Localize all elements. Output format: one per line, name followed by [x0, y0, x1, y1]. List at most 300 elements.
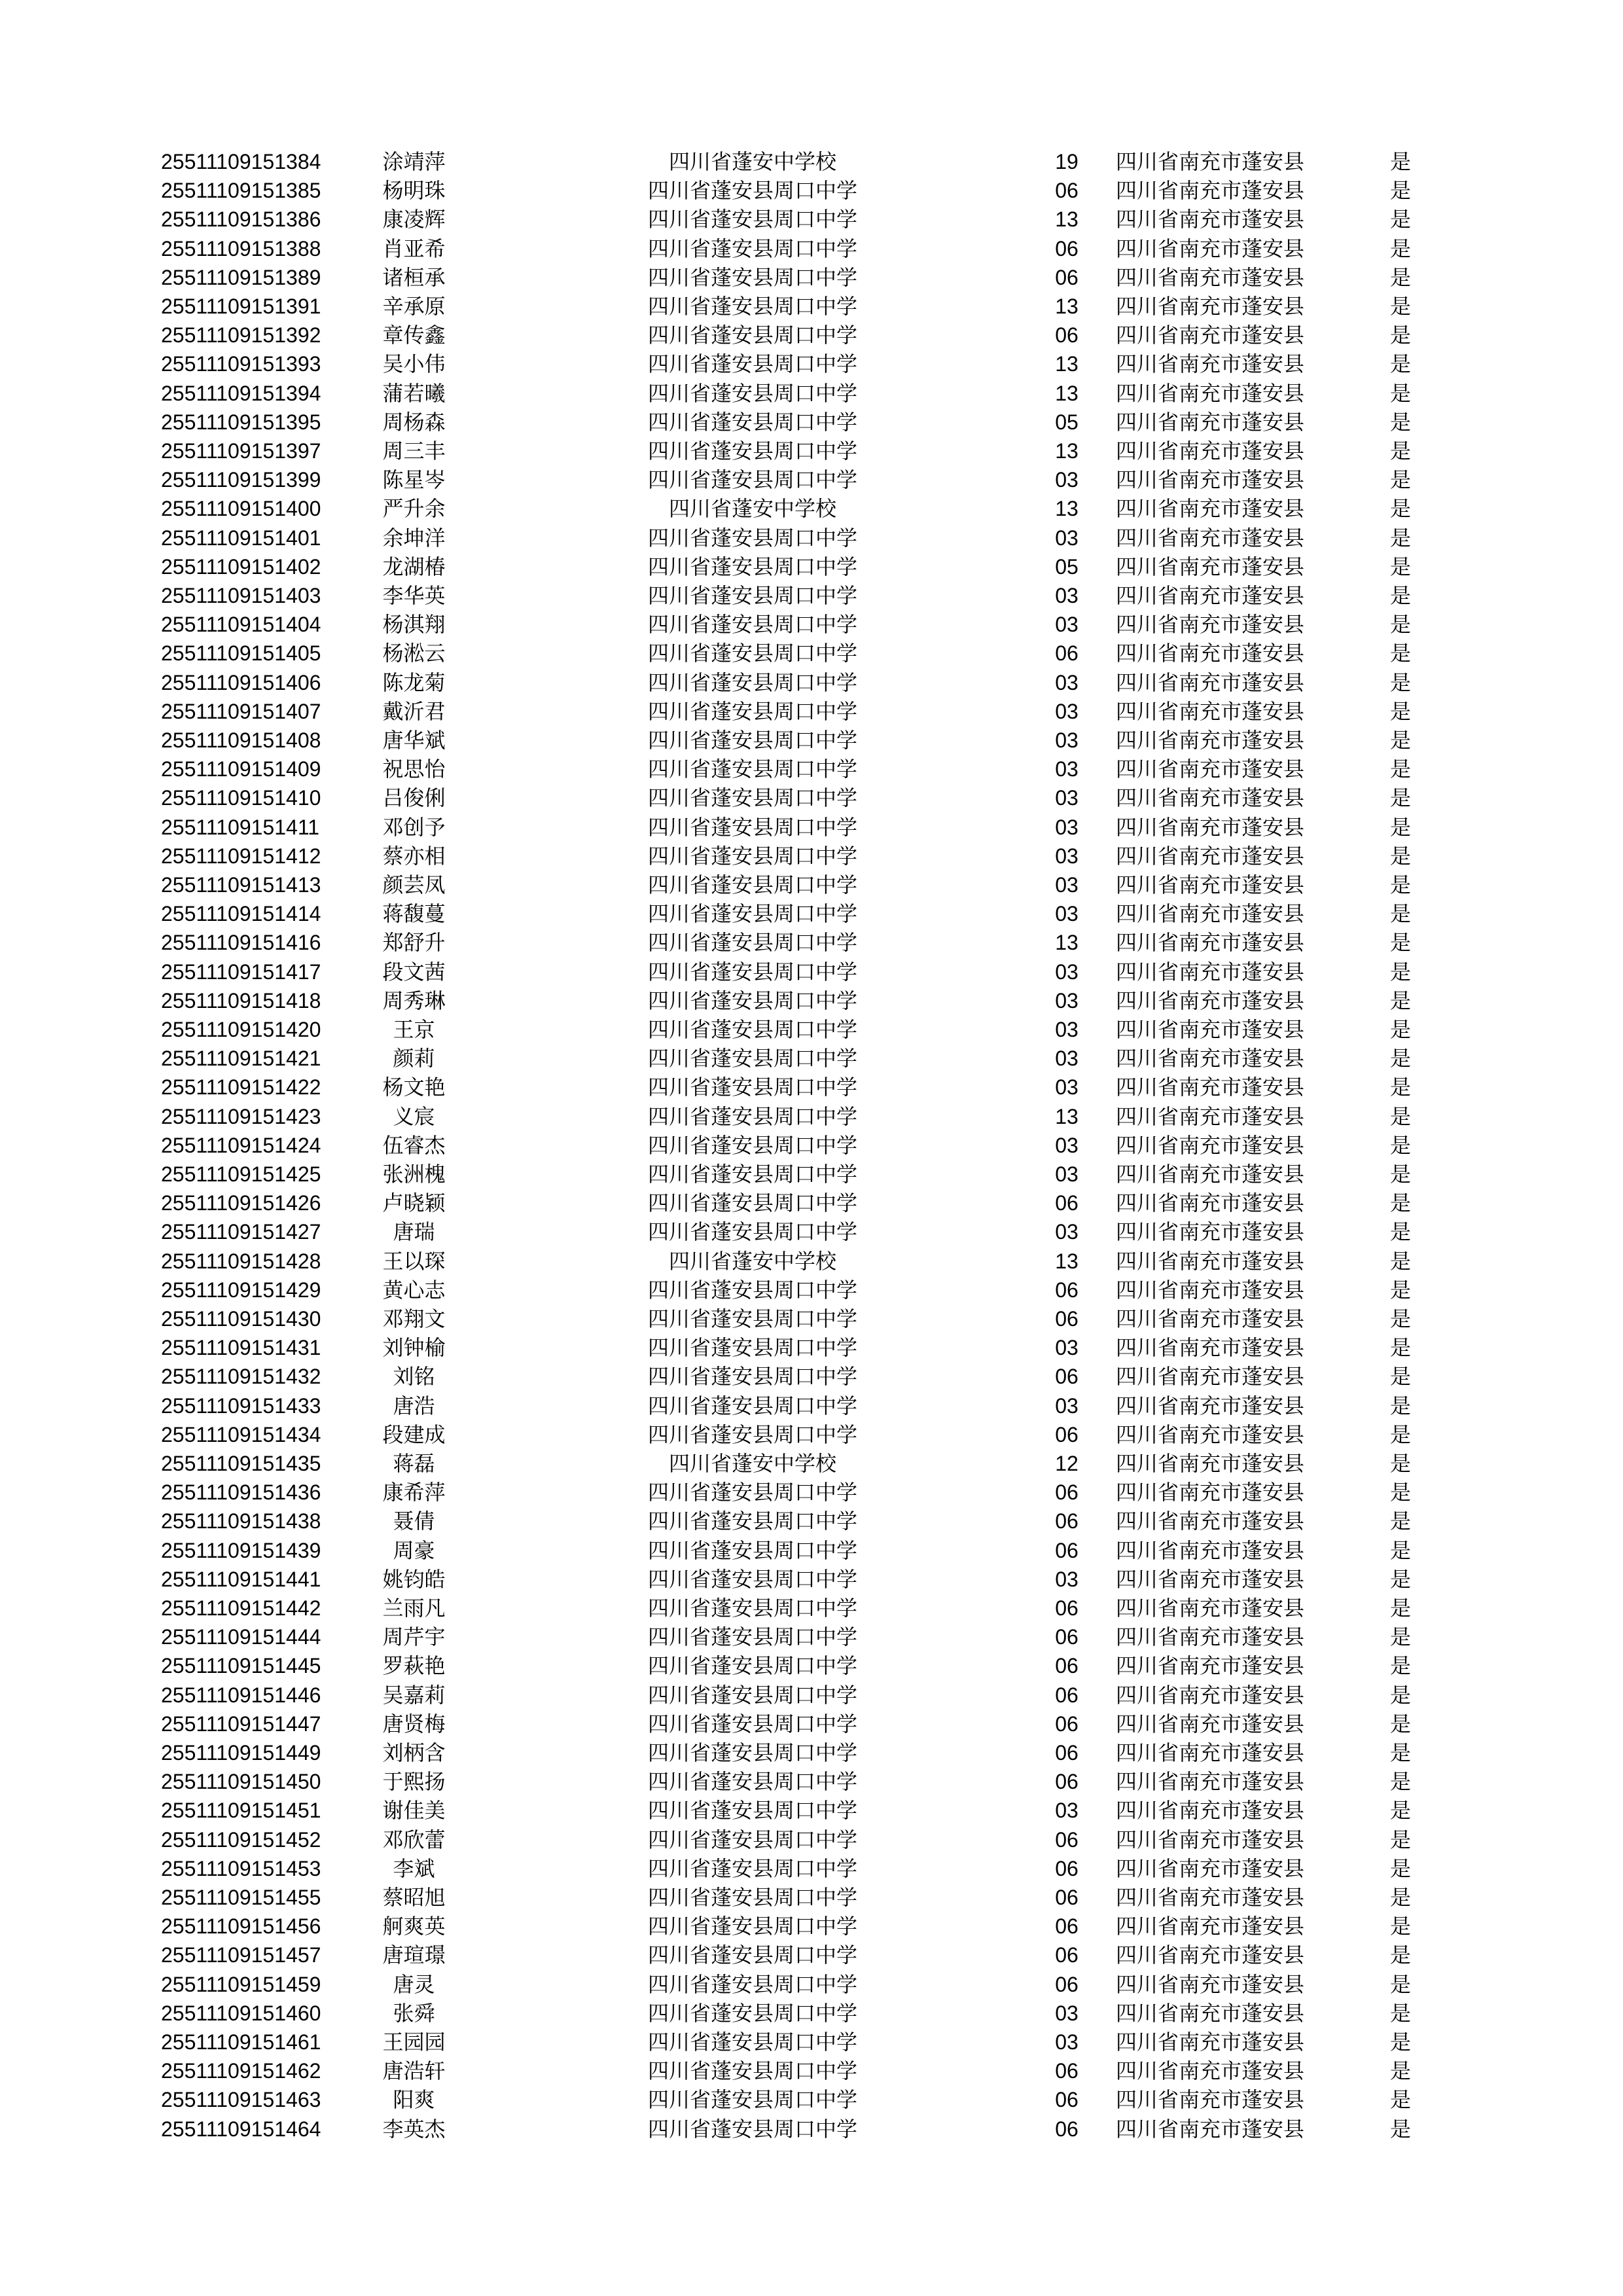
- region: 四川省南充市蓬安县: [1116, 2058, 1305, 2083]
- category-code: 03: [1055, 671, 1079, 694]
- status-flag: 是: [1389, 381, 1411, 406]
- candidate-id: 25511109151393: [161, 352, 321, 376]
- student-name: 邓创予: [382, 815, 446, 840]
- school-name: 四川省蓬安县周口中学: [647, 1769, 857, 1794]
- student-name: 陈龙菊: [382, 670, 446, 695]
- status-flag: 是: [1389, 2030, 1411, 2054]
- status-flag: 是: [1389, 1509, 1411, 1534]
- school-name: 四川省蓬安县周口中学: [647, 381, 857, 406]
- student-name: 蔡昭旭: [382, 1885, 446, 1910]
- table-row: [0, 813, 1623, 842]
- region: 四川省南充市蓬安县: [1116, 2001, 1305, 2026]
- school-name: 四川省蓬安县周口中学: [647, 207, 857, 232]
- status-flag: 是: [1389, 670, 1411, 695]
- category-code: 13: [1055, 352, 1079, 376]
- status-flag: 是: [1389, 236, 1411, 261]
- table-row: [0, 1651, 1623, 1680]
- status-flag: 是: [1389, 207, 1411, 232]
- candidate-id: 25511109151410: [161, 786, 321, 810]
- region: 四川省南充市蓬安县: [1116, 2030, 1305, 2054]
- status-flag: 是: [1389, 1046, 1411, 1071]
- candidate-id: 25511109151403: [161, 584, 321, 607]
- school-name: 四川省蓬安县周口中学: [647, 1364, 857, 1389]
- status-flag: 是: [1389, 554, 1411, 579]
- category-code: 06: [1055, 179, 1079, 202]
- student-name: 张舜: [393, 2001, 435, 2026]
- category-code: 06: [1055, 1770, 1079, 1793]
- school-name: 四川省蓬安县周口中学: [647, 844, 857, 869]
- table-row: [0, 1854, 1623, 1883]
- school-name: 四川省蓬安县周口中学: [647, 439, 857, 463]
- table-row: [0, 1999, 1623, 2028]
- school-name: 四川省蓬安县周口中学: [647, 410, 857, 435]
- status-flag: 是: [1389, 1133, 1411, 1158]
- candidate-id: 25511109151453: [161, 1857, 321, 1880]
- candidate-id: 25511109151395: [161, 410, 321, 434]
- region: 四川省南充市蓬安县: [1116, 1017, 1305, 1042]
- school-name: 四川省蓬安县周口中学: [647, 1596, 857, 1621]
- category-code: 03: [1055, 584, 1079, 607]
- category-code: 03: [1055, 1075, 1079, 1099]
- table-row: [0, 1217, 1623, 1246]
- category-code: 06: [1055, 1654, 1079, 1677]
- student-name: 唐贤梅: [382, 1712, 446, 1736]
- table-row: [0, 1276, 1623, 1304]
- status-flag: 是: [1389, 1538, 1411, 1563]
- school-name: 四川省蓬安县周口中学: [647, 1422, 857, 1447]
- candidate-id: 25511109151452: [161, 1828, 321, 1852]
- school-name: 四川省蓬安县周口中学: [647, 178, 857, 203]
- status-flag: 是: [1389, 815, 1411, 840]
- student-name: 兰雨凡: [382, 1596, 446, 1621]
- region: 四川省南充市蓬安县: [1116, 1278, 1305, 1302]
- student-name: 唐灵: [393, 1972, 435, 1997]
- region: 四川省南充市蓬安县: [1116, 207, 1305, 232]
- region: 四川省南充市蓬安县: [1116, 265, 1305, 290]
- school-name: 四川省蓬安县周口中学: [647, 236, 857, 261]
- region: 四川省南充市蓬安县: [1116, 1653, 1305, 1678]
- region: 四川省南充市蓬安县: [1116, 526, 1305, 550]
- status-flag: 是: [1389, 930, 1411, 955]
- category-code: 06: [1055, 1741, 1079, 1765]
- status-flag: 是: [1389, 1104, 1411, 1129]
- candidate-id: 25511109151445: [161, 1654, 321, 1677]
- region: 四川省南充市蓬安县: [1116, 960, 1305, 984]
- candidate-id: 25511109151391: [161, 295, 321, 318]
- region: 四川省南充市蓬安县: [1116, 728, 1305, 753]
- status-flag: 是: [1389, 526, 1411, 550]
- candidate-id: 25511109151399: [161, 468, 321, 492]
- table-row: [0, 292, 1623, 321]
- school-name: 四川省蓬安县周口中学: [647, 1914, 857, 1939]
- candidate-id: 25511109151460: [161, 2001, 321, 2025]
- region: 四川省南充市蓬安县: [1116, 1451, 1305, 1476]
- region: 四川省南充市蓬安县: [1116, 178, 1305, 203]
- status-flag: 是: [1389, 1249, 1411, 1274]
- student-name: 于熙扬: [382, 1769, 446, 1794]
- category-code: 06: [1055, 1596, 1079, 1620]
- student-name: 周芹宇: [382, 1624, 446, 1649]
- region: 四川省南充市蓬安县: [1116, 1191, 1305, 1215]
- student-name: 唐瑄璟: [382, 1943, 446, 1967]
- status-flag: 是: [1389, 1017, 1411, 1042]
- student-name: 王园园: [382, 2030, 446, 2054]
- table-row: [0, 1941, 1623, 1969]
- table-row: [0, 1825, 1623, 1854]
- school-name: 四川省蓬安县周口中学: [647, 467, 857, 492]
- category-code: 03: [1055, 2001, 1079, 2025]
- status-flag: 是: [1389, 1162, 1411, 1187]
- student-name: 唐浩轩: [382, 2058, 446, 2083]
- category-code: 03: [1055, 1220, 1079, 1244]
- status-flag: 是: [1389, 901, 1411, 926]
- student-name: 邓翔文: [382, 1306, 446, 1331]
- school-name: 四川省蓬安中学校: [668, 496, 836, 521]
- region: 四川省南充市蓬安县: [1116, 670, 1305, 695]
- school-name: 四川省蓬安县周口中学: [647, 2001, 857, 2026]
- category-code: 06: [1055, 2059, 1079, 2083]
- school-name: 四川省蓬安县周口中学: [647, 641, 857, 666]
- candidate-id: 25511109151417: [161, 960, 321, 984]
- status-flag: 是: [1389, 1422, 1411, 1447]
- status-flag: 是: [1389, 2117, 1411, 2142]
- student-name: 肖亚希: [382, 236, 446, 261]
- school-name: 四川省蓬安县周口中学: [647, 1278, 857, 1302]
- region: 四川省南充市蓬安县: [1116, 554, 1305, 579]
- category-code: 03: [1055, 1336, 1079, 1359]
- region: 四川省南充市蓬安县: [1116, 1306, 1305, 1331]
- table-row: [0, 697, 1623, 726]
- table-row: [0, 1391, 1623, 1420]
- category-code: 06: [1055, 1625, 1079, 1649]
- category-code: 06: [1055, 323, 1079, 347]
- category-code: 03: [1055, 728, 1079, 752]
- status-flag: 是: [1389, 1335, 1411, 1360]
- candidate-id: 25511109151429: [161, 1278, 321, 1302]
- table-row: [0, 1131, 1623, 1160]
- student-name: 段文茜: [382, 960, 446, 984]
- student-name: 蒲若曦: [382, 381, 446, 406]
- region: 四川省南充市蓬安县: [1116, 1683, 1305, 1708]
- table-row: [0, 2056, 1623, 2085]
- school-name: 四川省蓬安县周口中学: [647, 1885, 857, 1910]
- candidate-id: 25511109151405: [161, 641, 321, 665]
- student-name: 龙湖椿: [382, 554, 446, 579]
- school-name: 四川省蓬安县周口中学: [647, 1393, 857, 1418]
- region: 四川省南充市蓬安县: [1116, 1885, 1305, 1910]
- student-name: 周豪: [393, 1538, 435, 1563]
- status-flag: 是: [1389, 2087, 1411, 2112]
- school-name: 四川省蓬安县周口中学: [647, 323, 857, 348]
- candidate-id: 25511109151412: [161, 844, 321, 868]
- status-flag: 是: [1389, 728, 1411, 753]
- table-row: [0, 176, 1623, 205]
- table-row: [0, 928, 1623, 957]
- status-flag: 是: [1389, 1972, 1411, 1997]
- student-name: 段建成: [382, 1422, 446, 1447]
- student-name: 卢晓颖: [382, 1191, 446, 1215]
- table-row: [0, 783, 1623, 812]
- candidate-id: 25511109151425: [161, 1162, 321, 1186]
- school-name: 四川省蓬安县周口中学: [647, 960, 857, 984]
- school-name: 四川省蓬安县周口中学: [647, 815, 857, 840]
- school-name: 四川省蓬安县周口中学: [647, 1972, 857, 1997]
- category-code: 03: [1055, 1134, 1079, 1157]
- category-code: 03: [1055, 1799, 1079, 1822]
- candidate-id: 25511109151416: [161, 931, 321, 954]
- candidate-id: 25511109151431: [161, 1336, 321, 1359]
- category-code: 05: [1055, 555, 1079, 579]
- student-name: 王京: [393, 1017, 435, 1042]
- candidate-id: 25511109151442: [161, 1596, 321, 1620]
- student-name: 吴嘉莉: [382, 1683, 446, 1708]
- status-flag: 是: [1389, 1712, 1411, 1736]
- category-code: 06: [1055, 1191, 1079, 1215]
- category-code: 19: [1055, 150, 1079, 173]
- student-name: 唐瑞: [393, 1219, 435, 1244]
- table-row: [0, 1044, 1623, 1073]
- candidate-id: 25511109151438: [161, 1509, 321, 1533]
- student-name: 陈星岑: [382, 467, 446, 492]
- region: 四川省南充市蓬安县: [1116, 1249, 1305, 1274]
- table-row: [0, 1796, 1623, 1825]
- school-name: 四川省蓬安县周口中学: [647, 1306, 857, 1331]
- candidate-id: 25511109151430: [161, 1307, 321, 1331]
- region: 四川省南充市蓬安县: [1116, 901, 1305, 926]
- candidate-id: 25511109151421: [161, 1047, 321, 1070]
- student-name: 舸爽英: [382, 1914, 446, 1939]
- table-row: [0, 1594, 1623, 1623]
- candidate-id: 25511109151455: [161, 1886, 321, 1909]
- category-code: 13: [1055, 207, 1079, 231]
- region: 四川省南充市蓬安县: [1116, 323, 1305, 348]
- region: 四川省南充市蓬安县: [1116, 641, 1305, 666]
- table-row: [0, 2028, 1623, 2056]
- student-name: 诸桓承: [382, 265, 446, 290]
- region: 四川省南充市蓬安县: [1116, 1219, 1305, 1244]
- category-code: 13: [1055, 382, 1079, 405]
- student-name: 杨明珠: [382, 178, 446, 203]
- status-flag: 是: [1389, 844, 1411, 869]
- status-flag: 是: [1389, 1451, 1411, 1476]
- student-name: 蒋馥蔓: [382, 901, 446, 926]
- table-row: [0, 1507, 1623, 1535]
- student-name: 严升余: [382, 496, 446, 521]
- table-row: [0, 1565, 1623, 1594]
- table-row: [0, 1362, 1623, 1391]
- table-row: [0, 610, 1623, 639]
- school-name: 四川省蓬安县周口中学: [647, 351, 857, 376]
- candidate-id: 25511109151426: [161, 1191, 321, 1215]
- candidate-id: 25511109151388: [161, 237, 321, 260]
- region: 四川省南充市蓬安县: [1116, 1422, 1305, 1447]
- category-code: 05: [1055, 410, 1079, 434]
- candidate-id: 25511109151451: [161, 1799, 321, 1822]
- region: 四川省南充市蓬安县: [1116, 351, 1305, 376]
- status-flag: 是: [1389, 1567, 1411, 1592]
- school-name: 四川省蓬安县周口中学: [647, 757, 857, 781]
- school-name: 四川省蓬安县周口中学: [647, 2058, 857, 2083]
- student-name: 李华英: [382, 583, 446, 608]
- category-code: 06: [1055, 1973, 1079, 1996]
- table-row: [0, 1536, 1623, 1565]
- school-name: 四川省蓬安县周口中学: [647, 1943, 857, 1967]
- region: 四川省南充市蓬安县: [1116, 844, 1305, 869]
- status-flag: 是: [1389, 294, 1411, 319]
- status-flag: 是: [1389, 1219, 1411, 1244]
- region: 四川省南充市蓬安县: [1116, 1914, 1305, 1939]
- school-name: 四川省蓬安县周口中学: [647, 554, 857, 579]
- category-code: 06: [1055, 1307, 1079, 1331]
- student-name: 蔡亦相: [382, 844, 446, 869]
- candidate-id: 25511109151428: [161, 1249, 321, 1273]
- region: 四川省南充市蓬安县: [1116, 149, 1305, 174]
- table-row: [0, 379, 1623, 408]
- table-row: [0, 581, 1623, 610]
- student-name: 吕俊俐: [382, 785, 446, 810]
- student-name: 杨淞云: [382, 641, 446, 666]
- student-name: 刘柄含: [382, 1740, 446, 1765]
- candidate-id: 25511109151439: [161, 1539, 321, 1562]
- student-name: 涂靖萍: [382, 149, 446, 174]
- student-name: 蒋磊: [393, 1451, 435, 1476]
- region: 四川省南充市蓬安县: [1116, 1075, 1305, 1100]
- status-flag: 是: [1389, 1191, 1411, 1215]
- region: 四川省南充市蓬安县: [1116, 1856, 1305, 1881]
- table-row: [0, 1015, 1623, 1044]
- candidate-id: 25511109151427: [161, 1220, 321, 1244]
- category-code: 06: [1055, 2117, 1079, 2141]
- category-code: 03: [1055, 1394, 1079, 1418]
- region: 四川省南充市蓬安县: [1116, 381, 1305, 406]
- student-name: 章传鑫: [382, 323, 446, 348]
- school-name: 四川省蓬安县周口中学: [647, 1567, 857, 1592]
- category-code: 06: [1055, 1886, 1079, 1909]
- category-code: 06: [1055, 641, 1079, 665]
- category-code: 06: [1055, 1683, 1079, 1707]
- school-name: 四川省蓬安县周口中学: [647, 1104, 857, 1129]
- student-name: 李斌: [393, 1856, 435, 1881]
- school-name: 四川省蓬安县周口中学: [647, 901, 857, 926]
- candidate-id: 25511109151384: [161, 150, 321, 173]
- status-flag: 是: [1389, 149, 1411, 174]
- table-row: [0, 1420, 1623, 1449]
- status-flag: 是: [1389, 1364, 1411, 1389]
- category-code: 03: [1055, 757, 1079, 781]
- status-flag: 是: [1389, 641, 1411, 666]
- category-code: 06: [1055, 1423, 1079, 1446]
- candidate-id: 25511109151394: [161, 382, 321, 405]
- status-flag: 是: [1389, 1914, 1411, 1939]
- region: 四川省南充市蓬安县: [1116, 1798, 1305, 1823]
- table-row: [0, 1767, 1623, 1796]
- table-row: [0, 147, 1623, 176]
- table-row: [0, 870, 1623, 899]
- region: 四川省南充市蓬安县: [1116, 1943, 1305, 1967]
- status-flag: 是: [1389, 178, 1411, 203]
- student-name: 谢佳美: [382, 1798, 446, 1823]
- category-code: 13: [1055, 1105, 1079, 1128]
- candidate-id: 25511109151385: [161, 179, 321, 202]
- candidate-id: 25511109151447: [161, 1712, 321, 1736]
- student-name: 李英杰: [382, 2117, 446, 2142]
- candidate-id: 25511109151401: [161, 526, 321, 550]
- category-code: 06: [1055, 1914, 1079, 1938]
- category-code: 06: [1055, 1712, 1079, 1736]
- school-name: 四川省蓬安县周口中学: [647, 1133, 857, 1158]
- region: 四川省南充市蓬安县: [1116, 1364, 1305, 1389]
- table-row: [0, 1681, 1623, 1710]
- school-name: 四川省蓬安县周口中学: [647, 1162, 857, 1187]
- student-name: 邓欣蕾: [382, 1827, 446, 1852]
- school-name: 四川省蓬安县周口中学: [647, 728, 857, 753]
- category-code: 03: [1055, 1047, 1079, 1070]
- category-code: 03: [1055, 613, 1079, 636]
- candidate-id: 25511109151409: [161, 757, 321, 781]
- category-code: 03: [1055, 468, 1079, 492]
- candidate-id: 25511109151418: [161, 989, 321, 1013]
- table-row: [0, 899, 1623, 928]
- category-code: 06: [1055, 1828, 1079, 1852]
- status-flag: 是: [1389, 265, 1411, 290]
- status-flag: 是: [1389, 1740, 1411, 1765]
- school-name: 四川省蓬安县周口中学: [647, 2117, 857, 2142]
- region: 四川省南充市蓬安县: [1116, 1972, 1305, 1997]
- student-name: 罗萩艳: [382, 1653, 446, 1678]
- student-name: 刘钟榆: [382, 1335, 446, 1360]
- status-flag: 是: [1389, 612, 1411, 637]
- student-name: 黄心志: [382, 1278, 446, 1302]
- region: 四川省南充市蓬安县: [1116, 1538, 1305, 1563]
- student-name: 周三丰: [382, 439, 446, 463]
- region: 四川省南充市蓬安县: [1116, 1712, 1305, 1736]
- category-code: 13: [1055, 1249, 1079, 1273]
- candidate-id: 25511109151441: [161, 1568, 321, 1591]
- candidate-id: 25511109151434: [161, 1423, 321, 1446]
- category-code: 03: [1055, 1162, 1079, 1186]
- candidate-id: 25511109151456: [161, 1914, 321, 1938]
- candidate-id: 25511109151402: [161, 555, 321, 579]
- student-name: 杨文艳: [382, 1075, 446, 1100]
- status-flag: 是: [1389, 2058, 1411, 2083]
- table-row: [0, 494, 1623, 523]
- school-name: 四川省蓬安县周口中学: [647, 2087, 857, 2112]
- table-row: [0, 1160, 1623, 1189]
- region: 四川省南充市蓬安县: [1116, 410, 1305, 435]
- category-code: 13: [1055, 931, 1079, 954]
- region: 四川省南充市蓬安县: [1116, 1393, 1305, 1418]
- status-flag: 是: [1389, 496, 1411, 521]
- category-code: 06: [1055, 1857, 1079, 1880]
- table-row: [0, 639, 1623, 668]
- candidate-id: 25511109151413: [161, 873, 321, 897]
- status-flag: 是: [1389, 1596, 1411, 1621]
- category-code: 03: [1055, 1568, 1079, 1591]
- category-code: 03: [1055, 873, 1079, 897]
- table-row: [0, 1247, 1623, 1276]
- status-flag: 是: [1389, 1624, 1411, 1649]
- candidate-id: 25511109151422: [161, 1075, 321, 1099]
- candidate-id: 25511109151406: [161, 671, 321, 694]
- status-flag: 是: [1389, 1393, 1411, 1418]
- candidate-id: 25511109151432: [161, 1365, 321, 1388]
- region: 四川省南充市蓬安县: [1116, 930, 1305, 955]
- region: 四川省南充市蓬安县: [1116, 988, 1305, 1013]
- candidate-id: 25511109151397: [161, 439, 321, 463]
- school-name: 四川省蓬安县周口中学: [647, 872, 857, 897]
- region: 四川省南充市蓬安县: [1116, 1133, 1305, 1158]
- candidate-id: 25511109151449: [161, 1741, 321, 1765]
